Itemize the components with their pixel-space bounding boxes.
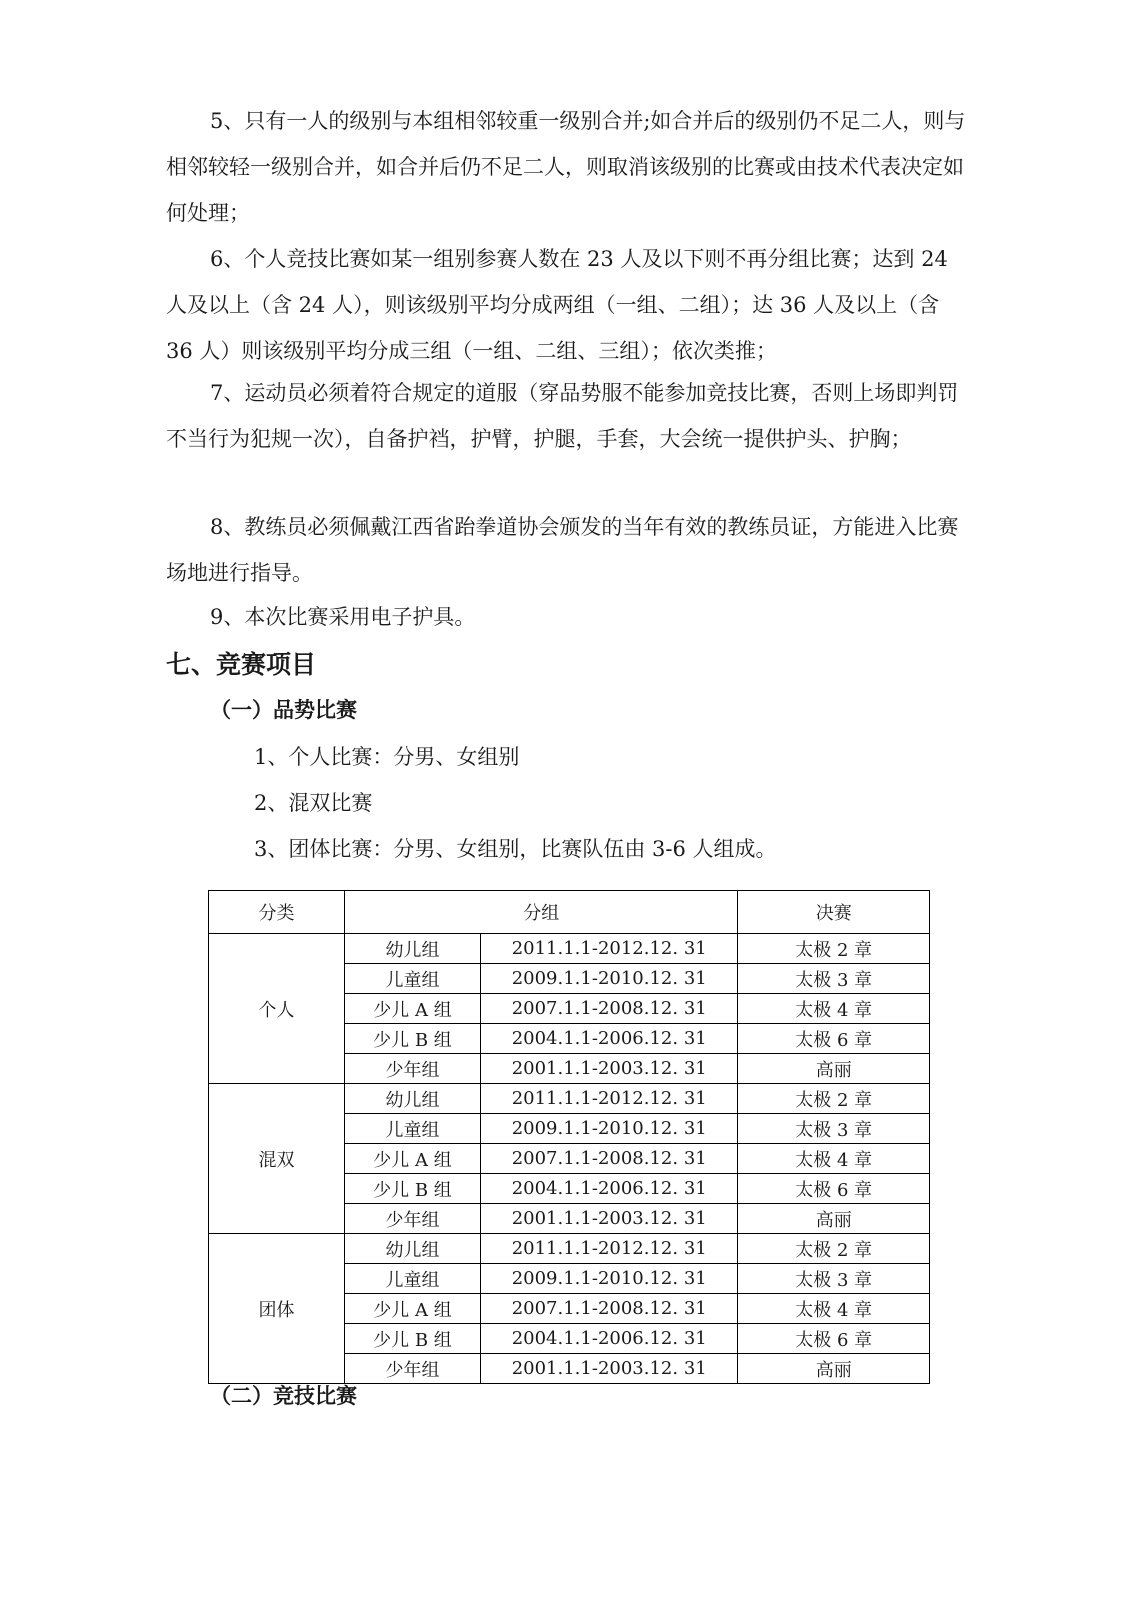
age-group-cell: 少年组 bbox=[344, 1204, 480, 1234]
age-group-cell: 幼儿组 bbox=[344, 934, 480, 964]
final-form-cell: 太极 6 章 bbox=[738, 1324, 930, 1354]
age-group-cell: 儿童组 bbox=[344, 964, 480, 994]
final-form-cell: 太极 4 章 bbox=[738, 1294, 930, 1324]
birth-date-cell: 2004.1.1-2006.12. 31 bbox=[480, 1174, 738, 1204]
birth-date-cell: 2009.1.1-2010.12. 31 bbox=[480, 964, 738, 994]
birth-date-cell: 2001.1.1-2003.12. 31 bbox=[480, 1054, 738, 1084]
poomsae-table bbox=[208, 890, 930, 1384]
birth-date-cell: 2001.1.1-2003.12. 31 bbox=[480, 1354, 738, 1384]
birth-date-cell: 2011.1.1-2012.12. 31 bbox=[480, 934, 738, 964]
paragraph-text: 6、个人竞技比赛如某一组别参赛人数在 23 人及以下则不再分组比赛；达到 24 人及以上（含 24 人），则该级别平均分成两组（一组、二组）；达 36 人及以上（含 36 人）则该级别平均分成三组（一组、二组、三组）；依次类推； bbox=[166, 247, 948, 363]
age-group-cell: 少儿 B 组 bbox=[344, 1324, 480, 1354]
table-row bbox=[209, 1084, 930, 1114]
birth-date-cell: 2007.1.1-2008.12. 31 bbox=[480, 1294, 738, 1324]
paragraph-rule-7 bbox=[166, 370, 970, 462]
age-group-cell: 少年组 bbox=[344, 1054, 480, 1084]
birth-date-cell: 2004.1.1-2006.12. 31 bbox=[480, 1324, 738, 1354]
paragraph-rule-5 bbox=[166, 98, 970, 236]
header-final: 决赛 bbox=[738, 891, 930, 934]
final-form-cell: 太极 6 章 bbox=[738, 1024, 930, 1054]
paragraph-rule-6 bbox=[166, 236, 970, 374]
section-title: 七、竞赛项目 bbox=[166, 650, 317, 679]
category-cell: 个人 bbox=[209, 934, 345, 1084]
birth-date-cell: 2001.1.1-2003.12. 31 bbox=[480, 1204, 738, 1234]
paragraph-text: 5、只有一人的级别与本组相邻较重一级别合并;如合并后的级别仍不足二人，则与相邻较轻一级别合并，如合并后仍不足二人，则取消该级别的比赛或由技术代表决定如何处理； bbox=[166, 109, 966, 225]
final-form-cell: 太极 2 章 bbox=[738, 1084, 930, 1114]
age-group-cell: 少儿 B 组 bbox=[344, 1174, 480, 1204]
final-form-cell: 太极 3 章 bbox=[738, 1264, 930, 1294]
age-group-cell: 少儿 B 组 bbox=[344, 1024, 480, 1054]
final-form-cell: 太极 3 章 bbox=[738, 1114, 930, 1144]
birth-date-cell: 2004.1.1-2006.12. 31 bbox=[480, 1024, 738, 1054]
final-form-cell: 高丽 bbox=[738, 1204, 930, 1234]
final-form-cell: 太极 4 章 bbox=[738, 994, 930, 1024]
paragraph-rule-8 bbox=[166, 504, 970, 596]
final-form-cell: 高丽 bbox=[738, 1354, 930, 1384]
paragraph-rule-9 bbox=[166, 594, 970, 640]
header-category: 分类 bbox=[209, 891, 345, 934]
final-form-cell: 太极 3 章 bbox=[738, 964, 930, 994]
list-item: 2、混双比赛 bbox=[254, 791, 373, 815]
category-cell: 混双 bbox=[209, 1084, 345, 1234]
age-group-cell: 少儿 A 组 bbox=[344, 1144, 480, 1174]
table-row bbox=[209, 1234, 930, 1264]
age-group-cell: 幼儿组 bbox=[344, 1084, 480, 1114]
subsection-title-poomsae: （一）品势比赛 bbox=[210, 698, 357, 722]
paragraph-text: 8、教练员必须佩戴江西省跆拳道协会颁发的当年有效的教练员证，方能进入比赛场地进行指导。 bbox=[166, 515, 959, 585]
paragraph-text: 9、本次比赛采用电子护具。 bbox=[210, 605, 476, 629]
header-group: 分组 bbox=[344, 891, 738, 934]
age-group-cell: 幼儿组 bbox=[344, 1234, 480, 1264]
birth-date-cell: 2011.1.1-2012.12. 31 bbox=[480, 1234, 738, 1264]
final-form-cell: 太极 2 章 bbox=[738, 934, 930, 964]
age-group-cell: 少年组 bbox=[344, 1354, 480, 1384]
birth-date-cell: 2007.1.1-2008.12. 31 bbox=[480, 994, 738, 1024]
final-form-cell: 太极 6 章 bbox=[738, 1174, 930, 1204]
birth-date-cell: 2009.1.1-2010.12. 31 bbox=[480, 1114, 738, 1144]
age-group-cell: 儿童组 bbox=[344, 1264, 480, 1294]
birth-date-cell: 2009.1.1-2010.12. 31 bbox=[480, 1264, 738, 1294]
final-form-cell: 太极 4 章 bbox=[738, 1144, 930, 1174]
category-cell: 团体 bbox=[209, 1234, 345, 1384]
paragraph-text: 7、运动员必须着符合规定的道服（穿品势服不能参加竞技比赛，否则上场即判罚不当行为犯规一次），自备护裆，护臂，护腿，手套，大会统一提供护头、护胸； bbox=[166, 381, 959, 451]
age-group-cell: 少儿 A 组 bbox=[344, 1294, 480, 1324]
birth-date-cell: 2007.1.1-2008.12. 31 bbox=[480, 1144, 738, 1174]
table-row bbox=[209, 934, 930, 964]
birth-date-cell: 2011.1.1-2012.12. 31 bbox=[480, 1084, 738, 1114]
list-item: 1、个人比赛：分男、女组别 bbox=[254, 745, 520, 769]
age-group-cell: 少儿 A 组 bbox=[344, 994, 480, 1024]
final-form-cell: 高丽 bbox=[738, 1054, 930, 1084]
list-item: 3、团体比赛：分男、女组别，比赛队伍由 3-6 人组成。 bbox=[254, 837, 777, 861]
age-group-cell: 儿童组 bbox=[344, 1114, 480, 1144]
final-form-cell: 太极 2 章 bbox=[738, 1234, 930, 1264]
table-header-row bbox=[209, 891, 930, 934]
subsection-title-sparring: （二）竞技比赛 bbox=[210, 1384, 357, 1408]
